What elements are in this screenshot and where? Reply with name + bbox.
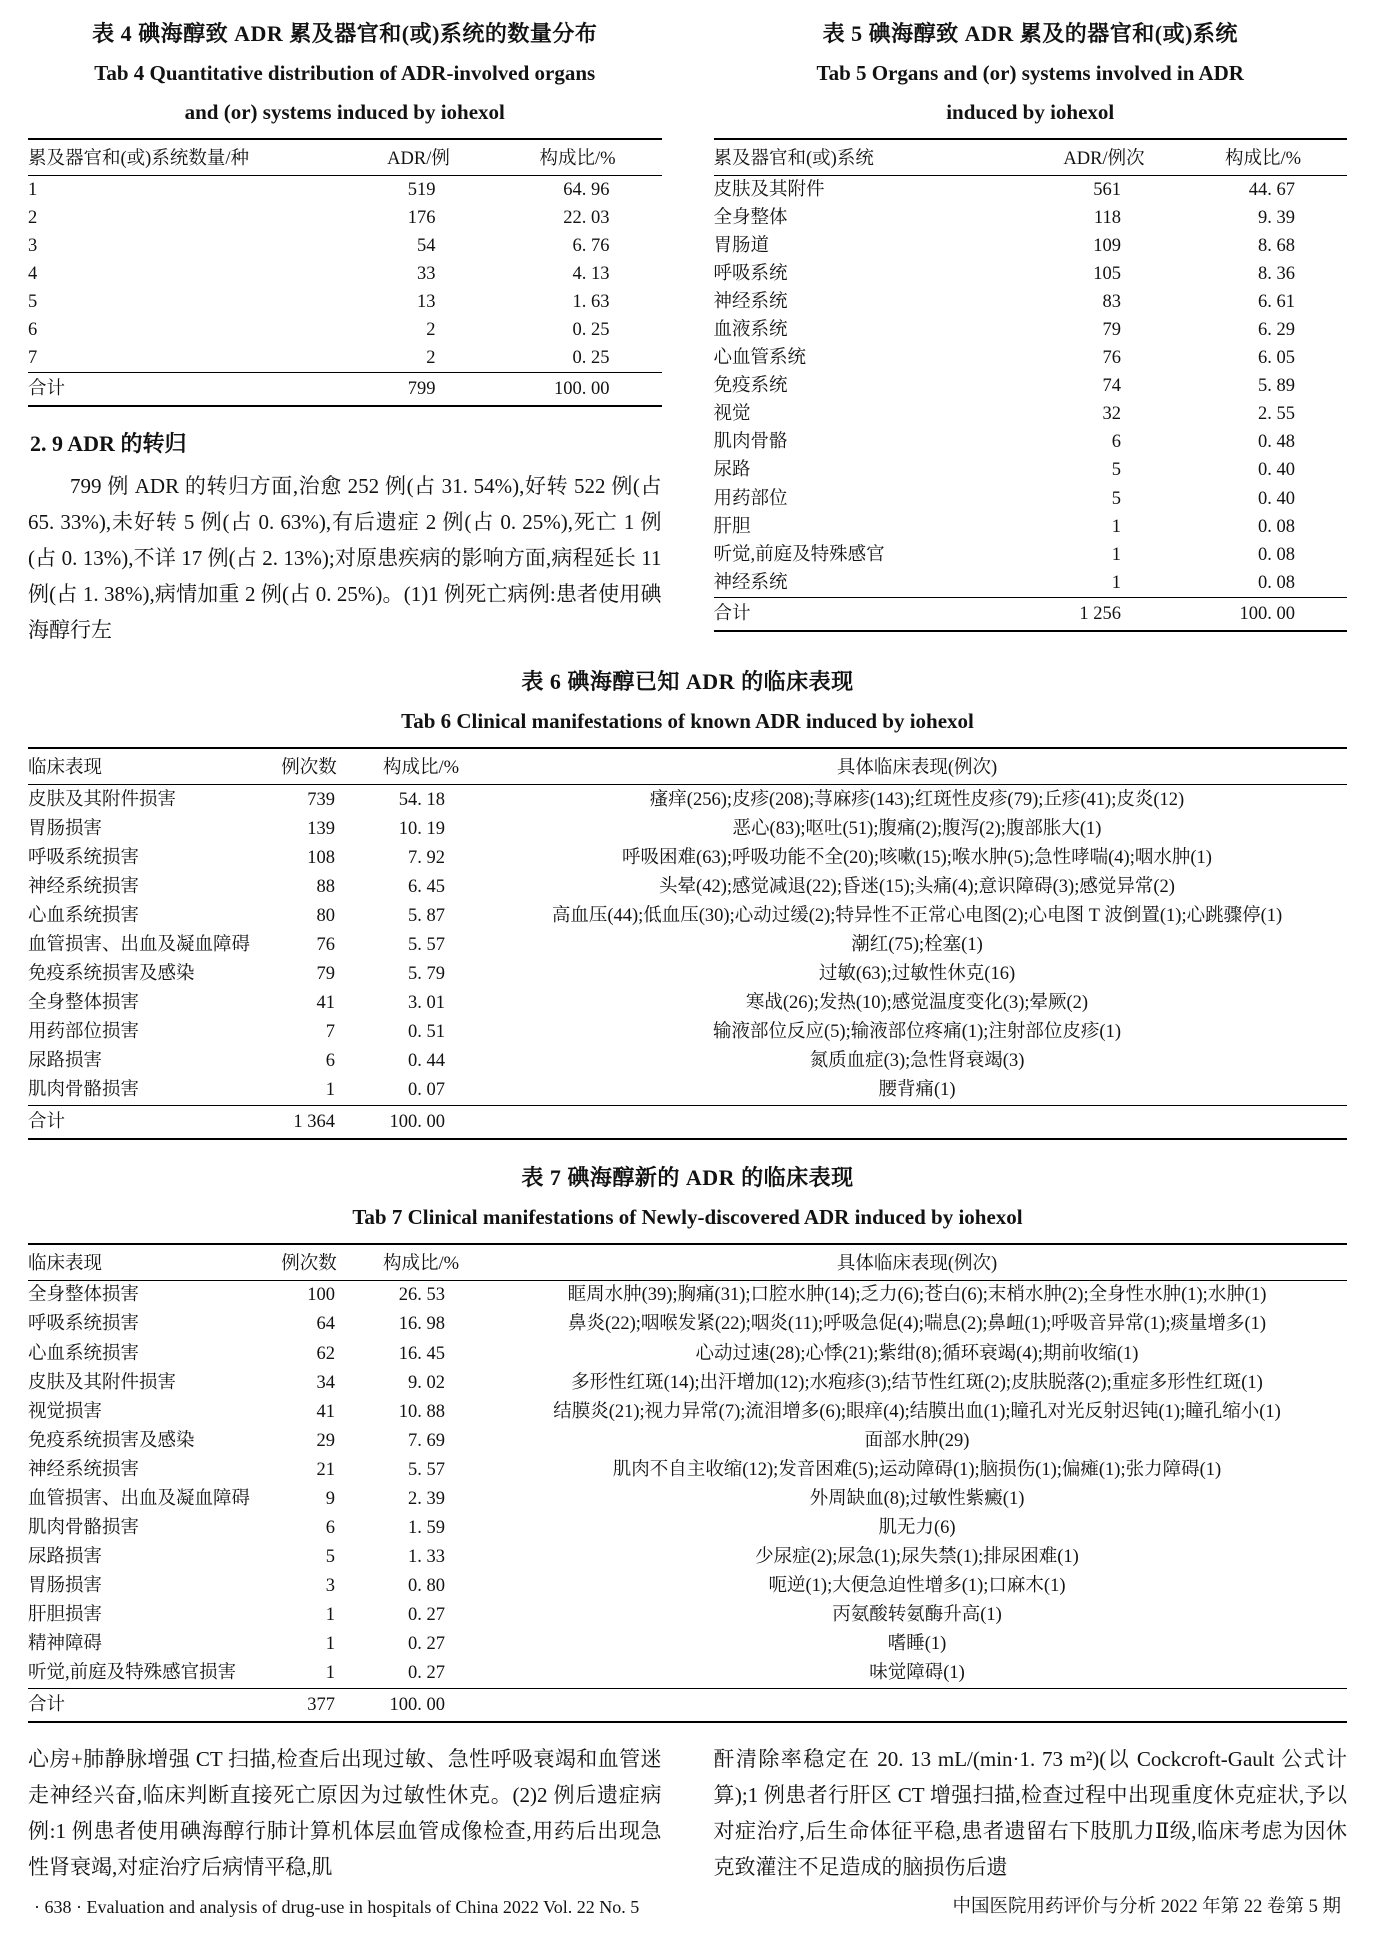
table-cell: 尿路损害	[28, 1546, 103, 1567]
table5-body	[714, 176, 1348, 598]
table-row	[28, 1542, 1347, 1571]
table-cell: 3	[28, 236, 38, 257]
table-cell: 多形性红斑(14);出汗增加(12);水疱疹(3);结节性红斑(2);皮肤脱落(2);重症多形性红斑(1)	[571, 1372, 1263, 1393]
table-cell: 32	[1102, 404, 1121, 425]
table-cell: 全身整体	[713, 208, 788, 229]
table-cell: 皮肤及其附件损害	[28, 789, 177, 810]
table-cell: 胃肠损害	[28, 1575, 103, 1596]
table-cell: 合计	[28, 1688, 263, 1722]
table-cell: 64	[316, 1314, 335, 1335]
table-header-row	[28, 1244, 1347, 1281]
table-cell: 105	[1093, 264, 1121, 285]
table-cell: 7	[325, 1022, 335, 1043]
table-row	[28, 931, 1347, 960]
table-cell: 潮红(75);栓塞(1)	[851, 935, 983, 956]
table-cell: 100. 00	[355, 1688, 487, 1722]
table-cell: 1. 33	[408, 1546, 445, 1567]
table-cell: 合计	[28, 1105, 263, 1139]
table-row	[28, 1047, 1347, 1076]
table-cell: 瘙痒(256);皮疹(208);荨麻疹(143);红斑性皮疹(79);丘疹(41);皮炎(12)	[649, 789, 1185, 810]
table-cell: 肝胆	[713, 516, 751, 537]
table7	[28, 1243, 1347, 1723]
table6-title-en: Tab 6 Clinical manifestations of known ADR induced by iohexol	[401, 709, 974, 734]
table7-header	[28, 1244, 1347, 1281]
table-cell: 鼻炎(22);咽喉发紧(22);咽炎(11);呼吸急促(4);喘息(2);鼻衄(1);呼吸音异常(1);痰量增多(1)	[567, 1314, 1267, 1335]
table-cell: 79	[316, 964, 335, 985]
table5-title	[714, 14, 1348, 132]
table-cell: 外周缺血(8);过敏性紫癜(1)	[809, 1488, 1025, 1509]
table7-total	[28, 1688, 1347, 1722]
table-cell: 合计	[714, 597, 1030, 631]
table-cell: 少尿症(2);尿急(1);尿失禁(1);排尿困难(1)	[755, 1546, 1079, 1567]
column-header: ADR/例次	[1029, 139, 1179, 176]
column-header: 例次数	[263, 748, 355, 785]
table-cell: 88	[316, 877, 335, 898]
table-cell: 免疫系统损害及感染	[28, 964, 195, 985]
table-cell: 0. 27	[408, 1663, 445, 1684]
table6-header	[28, 748, 1347, 785]
total-row	[28, 373, 662, 407]
table-cell: 神经系统损害	[28, 877, 140, 898]
table-cell: 心血系统损害	[28, 1343, 140, 1364]
table-cell: 118	[1093, 208, 1121, 229]
bottom-right-column	[714, 1741, 1348, 1885]
table-row	[28, 1280, 1347, 1310]
table-cell: 呼吸系统损害	[28, 847, 140, 868]
table-cell: 7. 69	[408, 1430, 445, 1451]
table-header-row	[714, 139, 1348, 176]
table-cell: 0. 27	[408, 1634, 445, 1654]
table-cell: 29	[316, 1430, 335, 1451]
table-cell: 4. 13	[572, 264, 610, 285]
column-header: 构成比/%	[355, 1244, 487, 1281]
table-cell: 神经系统	[713, 572, 788, 593]
table-cell: 3. 01	[408, 993, 445, 1014]
table-cell: 胃肠损害	[28, 818, 103, 839]
table-cell: 皮肤及其附件损害	[28, 1372, 177, 1393]
table-row	[28, 1571, 1347, 1600]
table-cell: 0. 25	[572, 348, 610, 369]
table-cell: 呼吸困难(63);呼吸功能不全(20);咳嗽(15);喉水肿(5);急性哮喘(4);咽水肿(1)	[622, 847, 1212, 868]
table-cell: 过敏(63);过敏性休克(16)	[818, 964, 1016, 985]
table-header-row	[28, 748, 1347, 785]
table-cell: 739	[307, 789, 335, 810]
table-cell: 22. 03	[563, 208, 610, 229]
table-cell: 0. 48	[1258, 432, 1295, 453]
table-row	[28, 814, 1347, 843]
table-cell: 8. 68	[1258, 236, 1295, 257]
table-cell: 头晕(42);感觉减退(22);昏迷(15);头痛(4);意识障碍(3);感觉异常(2)	[659, 877, 1175, 898]
table-row	[28, 960, 1347, 989]
table-cell: 5	[28, 292, 38, 313]
table-row	[28, 989, 1347, 1018]
table-cell	[487, 1688, 1347, 1722]
table-cell: 0. 51	[408, 1022, 445, 1043]
table-row	[28, 785, 1347, 815]
table-cell: 2	[426, 320, 436, 341]
table-cell: 6	[325, 1517, 335, 1538]
table-cell: 恶心(83);呕吐(51);腹痛(2);腹泻(2);腹部胀大(1)	[732, 818, 1102, 839]
table7-body	[28, 1280, 1347, 1688]
table-cell: 肝胆损害	[28, 1604, 103, 1625]
table-cell: 79	[1102, 320, 1121, 341]
table-cell: 0. 25	[572, 320, 610, 341]
table-cell: 呃逆(1);大便急迫性增多(1);口麻木(1)	[768, 1575, 1066, 1596]
table-cell: 176	[407, 208, 436, 229]
table-cell: 面部水肿(29)	[864, 1430, 970, 1451]
table5-title-en-line1: Tab 5 Organs and (or) systems involved in ADR	[816, 61, 1244, 85]
table-cell: 10. 19	[398, 818, 445, 839]
table-row	[714, 400, 1348, 428]
table-cell: 34	[316, 1372, 335, 1393]
table6-body	[28, 785, 1347, 1106]
table-cell: 1 256	[1029, 597, 1179, 631]
body-paragraph-right: 酐清除率稳定在 20. 13 mL/(min·1. 73 m²)(以 Cockcroft-Gault 公式计算);1 例患者行肝区 CT 增强扫描,检查过程中出现重度休克症状,予以对症治疗,后生命体征平稳,患者遗留右下肢肌力Ⅱ级,临床考虑为因休克致灌注不足造成的脑损伤后遗	[713, 1746, 1347, 1879]
table-cell: 腰背痛(1)	[878, 1080, 956, 1101]
column-header: 构成比/%	[1179, 139, 1347, 176]
table5-total	[714, 597, 1348, 631]
table-cell: 6. 05	[1258, 348, 1295, 369]
table-cell: 5. 79	[408, 964, 445, 985]
table-cell: 16. 45	[398, 1343, 445, 1364]
table-row	[714, 456, 1348, 484]
table-cell: 108	[307, 847, 335, 868]
table-row	[714, 204, 1348, 232]
column-header: 累及器官和(或)系统数量/种	[28, 139, 344, 176]
footer-right: 中国医院用药评价与分析 2022 年第 22 卷第 5 期	[952, 1897, 1341, 1917]
table5-header	[714, 139, 1348, 176]
table-row	[28, 288, 662, 316]
table-cell: 9. 39	[1258, 208, 1295, 229]
table6-total	[28, 1105, 1347, 1139]
table-cell: 0. 40	[1258, 460, 1295, 481]
table-row	[714, 485, 1348, 513]
total-row	[28, 1688, 1347, 1722]
table-cell: 100. 00	[1179, 597, 1347, 631]
table-cell: 10. 88	[398, 1401, 445, 1422]
table-cell: 血管损害、出血及凝血障碍	[28, 1488, 251, 1509]
table4	[28, 138, 662, 407]
bottom-left-column	[28, 1741, 662, 1885]
table-cell: 54	[417, 236, 436, 257]
table-cell: 2. 39	[408, 1488, 445, 1509]
table4-body	[28, 176, 662, 373]
table-cell: 用药部位损害	[28, 1022, 140, 1043]
table-cell: 全身整体损害	[28, 993, 140, 1014]
table-cell: 5	[1111, 488, 1121, 509]
table-cell: 输液部位反应(5);输液部位疼痛(1);注射部位皮疹(1)	[713, 1022, 1121, 1043]
table-row	[28, 316, 662, 344]
table-cell: 4	[28, 264, 38, 285]
table-cell: 尿路	[713, 460, 751, 481]
table-row	[28, 1339, 1347, 1368]
footer-left: · 638 · Evaluation and analysis of drug-use in hospitals of China 2022 Vol. 22 No. 5	[34, 1897, 640, 1917]
table-cell: 54. 18	[398, 789, 445, 810]
table-cell: 丙氨酸转氨酶升高(1)	[832, 1604, 1002, 1625]
table-cell: 寒战(26);发热(10);感觉温度变化(3);晕厥(2)	[745, 993, 1089, 1014]
table-cell: 0. 80	[408, 1575, 445, 1596]
table-cell: 视觉	[713, 404, 751, 425]
table-cell: 1 364	[263, 1105, 355, 1139]
table-cell: 76	[316, 935, 335, 956]
table-row	[28, 1600, 1347, 1629]
table7-title-en: Tab 7 Clinical manifestations of Newly-discovered ADR induced by iohexol	[352, 1204, 1023, 1229]
table-cell: 6. 76	[572, 236, 610, 257]
table-row	[714, 260, 1348, 288]
table-cell: 3	[325, 1575, 335, 1596]
table-cell: 高血压(44);低血压(30);心动过缓(2);特异性不正常心电图(2);心电图 T 波倒置(1);心跳骤停(1)	[551, 906, 1283, 927]
table-row	[714, 513, 1348, 541]
table-cell: 肌肉骨骼损害	[28, 1517, 140, 1538]
table-cell: 100	[307, 1285, 335, 1306]
table-cell: 139	[307, 818, 335, 839]
page-footer	[28, 1892, 1347, 1920]
table-row	[714, 316, 1348, 344]
table6-title	[28, 662, 1347, 741]
table-row	[28, 1513, 1347, 1542]
table-cell: 0. 27	[408, 1604, 445, 1625]
table-cell: 26. 53	[398, 1285, 445, 1306]
bottom-columns	[28, 1741, 1347, 1885]
table-cell: 尿路损害	[28, 1051, 103, 1072]
table-cell: 肌肉骨骼	[713, 432, 788, 453]
table-cell: 5. 57	[408, 935, 445, 956]
table-cell: 1. 59	[408, 1517, 445, 1538]
table-row	[714, 372, 1348, 400]
table-cell: 9	[325, 1488, 335, 1509]
table-cell: 100. 00	[355, 1105, 487, 1139]
table-cell: 嗜睡(1)	[887, 1634, 947, 1654]
table-row	[28, 1397, 1347, 1426]
table-cell: 13	[417, 292, 436, 313]
table-cell: 799	[344, 373, 494, 407]
table-cell: 16. 98	[398, 1314, 445, 1335]
table-header-row	[28, 139, 662, 176]
table-cell: 6	[325, 1051, 335, 1072]
table-row	[714, 428, 1348, 456]
table4-title	[28, 14, 662, 132]
table-cell: 心动过速(28);心悸(21);紫绀(8);循环衰竭(4);期前收缩(1)	[695, 1343, 1139, 1364]
table-cell: 0. 44	[408, 1051, 445, 1072]
table-row	[714, 288, 1348, 316]
table-cell: 氮质血症(3);急性肾衰竭(3)	[809, 1051, 1025, 1072]
table-cell: 血液系统	[713, 320, 788, 341]
table-cell: 377	[263, 1688, 355, 1722]
column-header: ADR/例	[344, 139, 494, 176]
table-cell: 6	[1111, 432, 1121, 453]
table6	[28, 747, 1347, 1140]
table-cell: 62	[316, 1343, 335, 1364]
table-cell: 心血系统损害	[28, 906, 140, 927]
table-cell: 血管损害、出血及凝血障碍	[28, 935, 251, 956]
table5-title-en-line2: induced by iohexol	[946, 100, 1115, 124]
table-cell: 64. 96	[563, 180, 610, 200]
table-cell: 76	[1102, 348, 1121, 369]
table-cell: 5	[325, 1546, 335, 1567]
table5-title-zh: 表 5 碘海醇致 ADR 累及的器官和(或)系统	[822, 21, 1238, 46]
table-cell: 免疫系统	[713, 376, 788, 397]
table-cell: 6	[28, 320, 38, 341]
column-header: 累及器官和(或)系统	[714, 139, 1030, 176]
table-cell: 精神障碍	[28, 1634, 103, 1654]
table-cell: 1	[28, 180, 38, 200]
table-row	[28, 1455, 1347, 1484]
table-cell: 合计	[28, 373, 344, 407]
table7-title	[28, 1158, 1347, 1237]
left-column	[28, 14, 662, 648]
table-cell: 1	[1111, 572, 1121, 593]
table-cell: 结膜炎(21);视力异常(7);流泪增多(6);眼痒(4);结膜出血(1);瞳孔对光反射迟钝(1);瞳孔缩小(1)	[553, 1401, 1281, 1422]
table-cell: 1	[1111, 544, 1121, 565]
body-paragraph-left: 心房+肺静脉增强 CT 扫描,检查后出现过敏、急性呼吸衰竭和血管迷走神经兴奋,临床判断直接死亡原因为过敏性休克。(2)2 例后遗症病例:1 例患者使用碘海醇行肺计算机体层血管成像检查,用药后出现急性肾衰竭,对症治疗后病情平稳,肌	[28, 1746, 662, 1879]
table-cell: 神经系统损害	[28, 1459, 140, 1480]
table-cell	[487, 1105, 1347, 1139]
table4-total	[28, 373, 662, 407]
table-cell: 6. 61	[1258, 292, 1295, 313]
table-row	[28, 1310, 1347, 1339]
table-cell: 80	[316, 906, 335, 927]
table-cell: 5. 57	[408, 1459, 445, 1480]
table-cell: 神经系统	[713, 292, 788, 313]
table-cell: 肌肉骨骼损害	[28, 1080, 140, 1101]
table-row	[28, 902, 1347, 931]
top-columns	[28, 14, 1347, 648]
table-cell: 100. 00	[494, 373, 662, 407]
column-header: 构成比/%	[355, 748, 487, 785]
table-cell: 41	[316, 993, 335, 1014]
table-row	[28, 260, 662, 288]
table-cell: 7	[28, 348, 38, 369]
table-row	[28, 232, 662, 260]
table-cell: 2. 55	[1258, 404, 1295, 425]
table-cell: 用药部位	[713, 488, 788, 509]
table-row	[28, 843, 1347, 872]
column-header: 临床表现	[28, 748, 263, 785]
table-row	[28, 1630, 1347, 1659]
column-header: 具体临床表现(例次)	[487, 1244, 1347, 1281]
table-cell: 1	[325, 1604, 335, 1625]
table-cell: 74	[1102, 376, 1121, 397]
table-row	[714, 232, 1348, 260]
table6-title-zh: 表 6 碘海醇已知 ADR 的临床表现	[521, 669, 854, 695]
table-cell: 6. 45	[408, 877, 445, 898]
table-cell: 41	[316, 1401, 335, 1422]
table-cell: 呼吸系统损害	[28, 1314, 140, 1335]
table-cell: 519	[407, 180, 436, 200]
table-cell: 0. 08	[1258, 544, 1295, 565]
table-cell: 5	[1111, 460, 1121, 481]
table-cell: 1	[325, 1634, 335, 1654]
table-cell: 9. 02	[408, 1372, 445, 1393]
section-2-9-paragraph: 799 例 ADR 的转归方面,治愈 252 例(占 31. 54%),好转 522 例(占 65. 33%),未好转 5 例(占 0. 63%),有后遗症 2 例(占 0. 25%),死亡 1 例(占 0. 13%),不详 17 例(占 2. 13%);对原患疾病的影响方面,病程延长 11 例(占 1. 38%),病情加重 2 例(占 0. 25%)。(1)1 例死亡病例:患者使用碘海醇行左	[28, 474, 662, 643]
table-cell: 1	[325, 1663, 335, 1684]
column-header: 构成比/%	[494, 139, 662, 176]
table-row	[714, 176, 1348, 205]
table-cell: 109	[1093, 236, 1121, 257]
table-cell: 1	[325, 1080, 335, 1101]
section-2-9-heading: 2. 9 ADR 的转归	[30, 431, 187, 457]
table-cell: 21	[316, 1459, 335, 1480]
table-row	[28, 176, 662, 205]
table-cell: 7. 92	[408, 847, 445, 868]
table-cell: 肌肉不自主收缩(12);发音困难(5);运动障碍(1);脑损伤(1);偏瘫(1);张力障碍(1)	[612, 1459, 1222, 1480]
table-row	[28, 1484, 1347, 1513]
table4-title-en-line2: and (or) systems induced by iohexol	[184, 100, 505, 124]
table-row	[714, 541, 1348, 569]
table5	[714, 138, 1348, 632]
table-cell: 胃肠道	[713, 236, 770, 257]
table-cell: 肌无力(6)	[878, 1517, 956, 1538]
table4-title-zh: 表 4 碘海醇致 ADR 累及器官和(或)系统的数量分布	[92, 21, 598, 46]
table-cell: 44. 67	[1248, 180, 1295, 200]
column-header: 具体临床表现(例次)	[487, 748, 1347, 785]
table-cell: 1. 63	[572, 292, 610, 313]
table-cell: 眶周水肿(39);胸痛(31);口腔水肿(14);乏力(6);苍白(6);末梢水肿(2);全身性水肿(1);水肿(1)	[567, 1285, 1267, 1306]
table-cell: 6. 29	[1258, 320, 1295, 341]
total-row	[714, 597, 1348, 631]
table-cell: 全身整体损害	[28, 1285, 140, 1306]
table-cell: 免疫系统损害及感染	[28, 1430, 195, 1451]
table7-title-zh: 表 7 碘海醇新的 ADR 的临床表现	[521, 1164, 854, 1190]
table-row	[28, 344, 662, 373]
table-cell: 0. 08	[1258, 516, 1295, 537]
table-row	[714, 569, 1348, 598]
table-row	[28, 1368, 1347, 1397]
table-cell: 83	[1102, 292, 1121, 313]
table-row	[28, 1076, 1347, 1106]
total-row	[28, 1105, 1347, 1139]
table-cell: 8. 36	[1258, 264, 1295, 285]
table-cell: 5. 87	[408, 906, 445, 927]
table-cell: 呼吸系统	[713, 264, 788, 285]
table-cell: 2	[28, 208, 38, 229]
table-cell: 视觉损害	[28, 1401, 103, 1422]
right-column	[714, 14, 1348, 648]
table4-header	[28, 139, 662, 176]
table-row	[714, 344, 1348, 372]
table-row	[28, 1018, 1347, 1047]
table-cell: 皮肤及其附件	[713, 180, 825, 200]
table-cell: 心血管系统	[713, 348, 807, 369]
table-cell: 561	[1093, 180, 1121, 200]
table-cell: 33	[417, 264, 436, 285]
table-row	[28, 204, 662, 232]
table-cell: 听觉,前庭及特殊感官损害	[28, 1663, 237, 1684]
column-header: 临床表现	[28, 1244, 263, 1281]
table-row	[28, 1426, 1347, 1455]
table-cell: 2	[426, 348, 436, 369]
table-row	[28, 1659, 1347, 1689]
table-cell: 0. 07	[408, 1080, 445, 1101]
column-header: 例次数	[263, 1244, 355, 1281]
table-cell: 味觉障碍(1)	[869, 1663, 965, 1684]
table-cell: 5. 89	[1258, 376, 1295, 397]
table-cell: 0. 08	[1258, 572, 1295, 593]
table-cell: 1	[1111, 516, 1121, 537]
table-cell: 0. 40	[1258, 488, 1295, 509]
table-row	[28, 873, 1347, 902]
table-cell: 听觉,前庭及特殊感官	[713, 544, 885, 565]
table4-title-en-line1: Tab 4 Quantitative distribution of ADR-involved organs	[94, 61, 596, 85]
